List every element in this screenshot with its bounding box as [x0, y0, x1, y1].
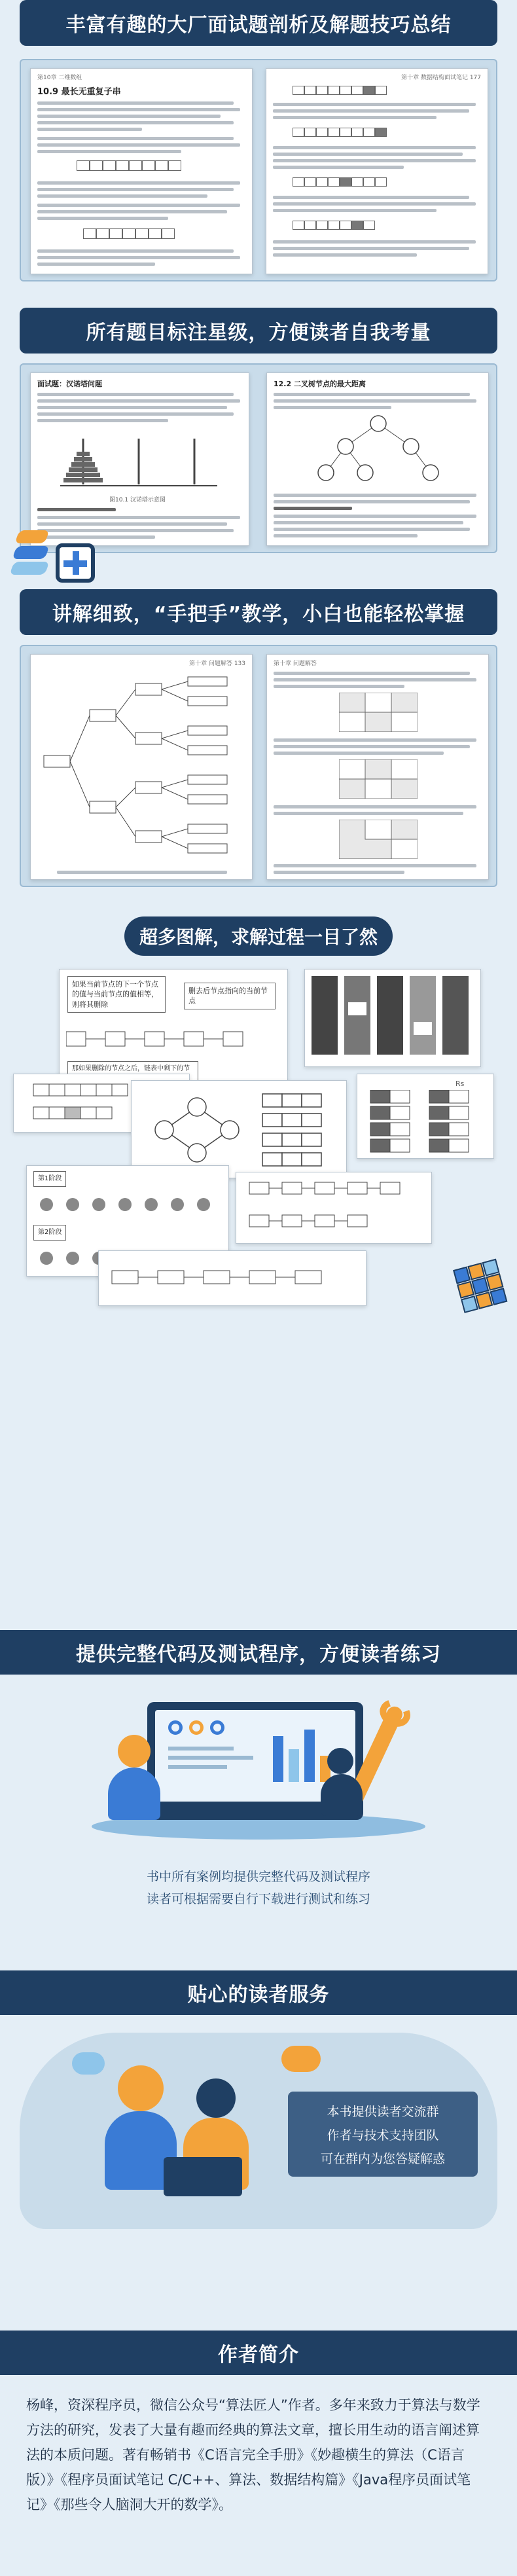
book-page-right [266, 654, 489, 880]
person-icon [327, 1748, 353, 1774]
person-icon [196, 2078, 236, 2118]
stack-figure [312, 976, 475, 1061]
book-page-left [30, 654, 253, 880]
person-icon [118, 2065, 164, 2111]
reader-service-illustration [0, 2026, 517, 2255]
decorative-stack-icon [12, 530, 58, 583]
section-5-desc-line-1: 书中所有案例均提供完整代码及测试程序 [146, 1870, 370, 1884]
diagram-page-graph [131, 1080, 347, 1178]
section-3-panel [20, 645, 497, 887]
page-header: 第10章 二维数组 [37, 75, 82, 81]
book-page-left [30, 68, 253, 274]
page-header: 第十章 问题解答 133 [189, 661, 245, 667]
phase-1-label: 第1阶段 [33, 1171, 66, 1187]
note-box-3: 那如果删除的节点之后，链表中剩下的节 [67, 1061, 198, 1095]
decorative-cross-icon [56, 543, 95, 583]
section-5-title: 提供完整代码及测试程序，方便读者练习 [0, 1630, 517, 1675]
section-1-panel [20, 59, 497, 281]
matrix-label: Rs [455, 1079, 465, 1088]
grid-figure-1 [339, 693, 418, 732]
page-title: 12.2 二叉树节点的最大距离 [274, 380, 366, 388]
chat-bubble-icon [72, 2052, 105, 2075]
laptop-icon [164, 2157, 242, 2196]
book-page-left [30, 372, 249, 546]
page-title: 10.9 最长无重复子串 [37, 87, 121, 97]
figure-caption: 图10.1 汉诺塔示意图 [109, 497, 166, 503]
diagram-page-matrix [357, 1074, 494, 1159]
person-icon [118, 1735, 151, 1768]
chat-bubble-icon [281, 2046, 321, 2072]
section-1-title: 丰富有趣的大厂面试题剖析及解题技巧总结 [20, 0, 497, 46]
diagram-page-lists [236, 1172, 432, 1244]
page-header: 第十章 问题解答 [274, 661, 317, 667]
book-page-right [266, 68, 488, 274]
page-header: 第十章 数据结构面试笔记 177 [401, 75, 481, 81]
section-6-title: 贴心的读者服务 [0, 1970, 517, 2015]
section-2-title: 所有题目标注星级，方便读者自我考量 [20, 308, 497, 354]
phase-2-label: 第2阶段 [33, 1225, 66, 1241]
author-bio: 杨峰，资深程序员，微信公众号“算法匠人”作者。多年来致力于算法与数学方法的研究，发表了大量有趣而经典的算法文章，擅长用生动的语言阐述算法的本质问题。著有畅销书《C语言完全手册》《妙趣横生的算法（C语言版）》《程序员面试笔记 C/C++、算法、数据结构篇》《Java程序员面试笔记》《那些令人脑洞大开的数学》。 [26, 2397, 480, 2513]
book-page-right [266, 372, 489, 546]
decorative-cube-icon [453, 1258, 509, 1315]
service-line-1: 本书提供读者交流群 [327, 2105, 439, 2119]
service-line-3: 可在群内为您答疑解惑 [320, 2152, 445, 2166]
recursion-tree-figure [37, 670, 247, 867]
service-info-box [288, 2092, 478, 2177]
section-4-title: 超多图解，求解过程一目了然 [124, 916, 393, 956]
grid-figure-2 [339, 759, 418, 799]
note-box-2: 删去后节点指向的当前节点 [184, 983, 276, 1009]
graph-figure [138, 1087, 341, 1172]
linked-list-figure [66, 1022, 282, 1061]
grid-figure-3 [339, 820, 418, 859]
binary-tree-figure [306, 414, 450, 486]
hanoi-figure [57, 432, 221, 491]
section-4-collage [0, 969, 517, 1309]
note-box-1: 如果当前节点的下一个节点的值与当前节点的值相等，则将其删除 [67, 976, 166, 1013]
computer-illustration [0, 1689, 517, 1853]
diagram-page-chain [98, 1250, 366, 1306]
section-5-desc-line-2: 读者可根据需要自行下载进行测试和练习 [146, 1892, 370, 1906]
section-7-title: 作者简介 [0, 2331, 517, 2375]
page-title: 面试题：汉诺塔问题 [37, 380, 102, 388]
service-line-2: 作者与技术支持团队 [327, 2128, 439, 2143]
diagram-page-stack [304, 969, 481, 1067]
section-2-panel [20, 363, 497, 553]
section-3-title: 讲解细致，“手把手”教学，小白也能轻松掌握 [20, 589, 497, 635]
